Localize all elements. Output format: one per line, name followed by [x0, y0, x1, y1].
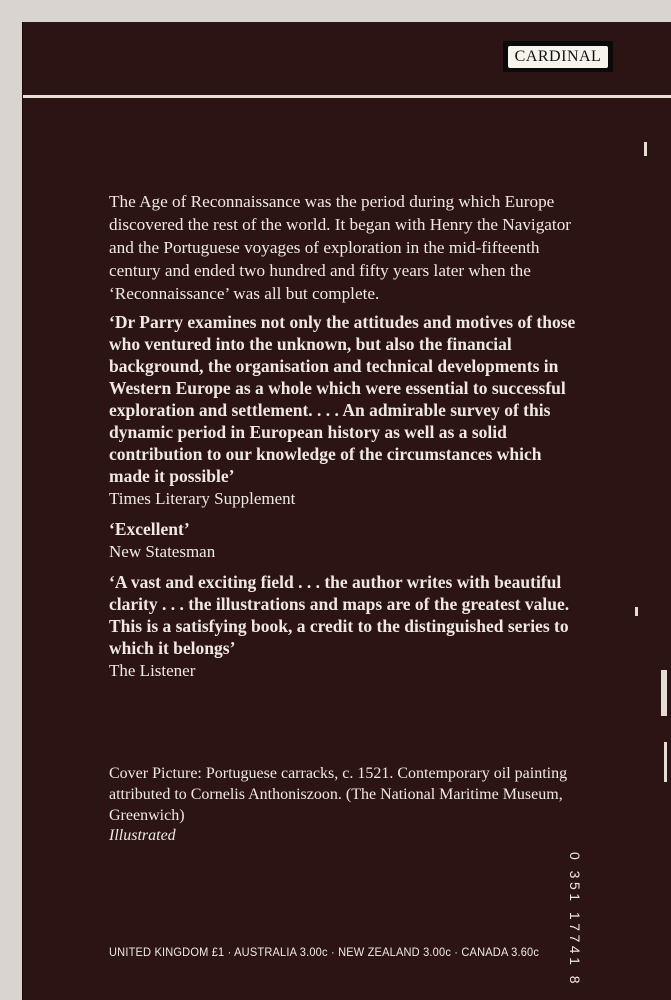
wear-mark	[635, 607, 638, 616]
isbn: 0 351 17741 8	[567, 852, 583, 988]
review-source: The Listener	[109, 661, 196, 680]
illustrated-label: Illustrated	[109, 827, 176, 844]
intro-paragraph: The Age of Reconnaissance was the period during which Europe discovered the rest of the world. It began with Henry the Navigator and the Portuguese voyages of exploration in the mid-fifteenth century and ended two hundred and fifty years later when the ‘Reconnaissance’ was all but complete.	[109, 192, 572, 303]
review-source: Times Literary Supplement	[109, 489, 296, 508]
wear-mark	[661, 670, 667, 716]
review-quote: ‘Dr Parry examines not only the attitudes and motives of those who ventured into the unknown, but also the financial background, the organisation and technical developments in Western Europe as a whole which were essential to successful exploration and settlement. . . . An admirable survey of this dynamic period in European history as well as a solid contribution to our knowledge of the circumstances which made it possible’	[109, 312, 576, 486]
review-quote: ‘A vast and exciting field . . . the author writes with beautiful clarity . . . the illustrations and maps are of the greatest value. This is a satisfying book, a credit to the distinguished series to which it belongs’	[109, 572, 570, 658]
price-list: UNITED KINGDOM £1 · AUSTRALIA 3.00c · NEW ZEALAND 3.00c · CANADA 3.60c	[109, 945, 540, 959]
cover-picture-credit: Cover Picture: Portuguese carracks, c. 1521. Contemporary oil painting attributed to Cornelis Anthoniszoon. (The National Maritime Museum, Greenwich)	[109, 765, 568, 824]
book-back-cover	[22, 22, 671, 1000]
publisher-name: CARDINAL	[508, 46, 609, 68]
review-quote: ‘Excellent’	[109, 519, 190, 539]
publisher-logo	[503, 41, 613, 72]
wear-mark	[664, 742, 667, 782]
wear-mark	[644, 142, 647, 156]
blurb	[109, 190, 579, 690]
horizontal-rule	[23, 95, 671, 98]
review-source: New Statesman	[109, 542, 216, 561]
